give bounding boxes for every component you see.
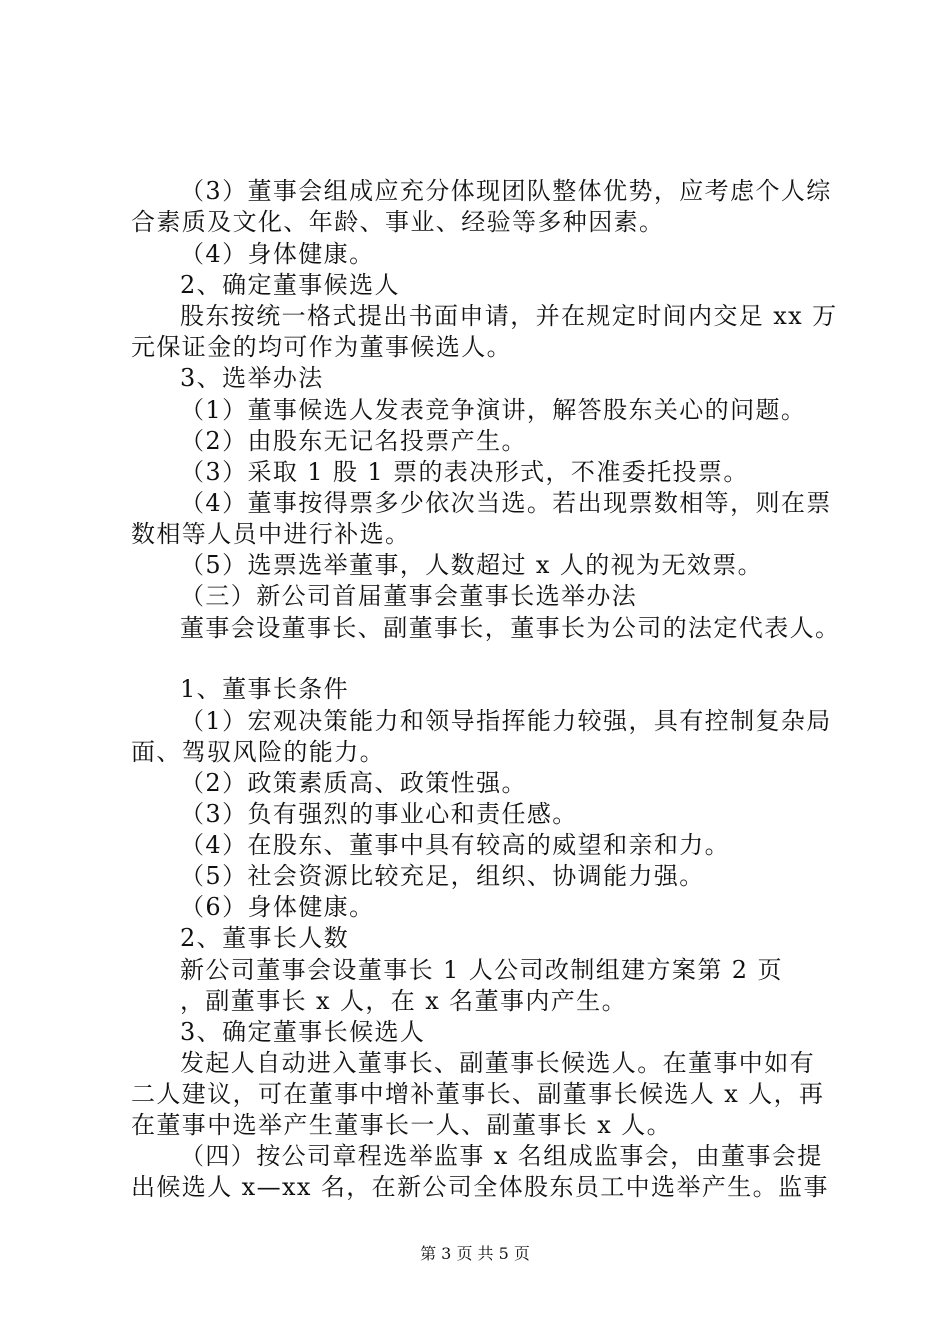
text-line: 出候选人 x—xx 名，在新公司全体股东员工中选举产生。监事 bbox=[131, 1173, 829, 1201]
text-line: 元保证金的均可作为董事候选人。 bbox=[131, 333, 512, 361]
text-line: （4）在股东、董事中具有较高的威望和亲和力。 bbox=[180, 831, 731, 859]
text-line: （四）按公司章程选举监事 x 名组成监事会，由董事会提 bbox=[180, 1142, 823, 1170]
text-line: （2）政策素质高、政策性强。 bbox=[180, 769, 527, 797]
text-line: 董事会设董事长、副董事长，董事长为公司的法定代表人。 bbox=[180, 614, 841, 642]
section-heading: 2、确定董事候选人 bbox=[180, 271, 400, 299]
section-heading: 1、董事长条件 bbox=[180, 675, 350, 703]
text-line: （3）采取 1 股 1 票的表决形式，不准委托投票。 bbox=[180, 458, 749, 486]
text-line: 发起人自动进入董事长、副董事长候选人。在董事中如有 bbox=[180, 1049, 815, 1077]
text-line: （4）董事按得票多少依次当选。若出现票数相等，则在票 bbox=[180, 489, 832, 517]
text-line: （6）身体健康。 bbox=[180, 893, 375, 921]
text-line: （3）负有强烈的事业心和责任感。 bbox=[180, 800, 578, 828]
text-line: （2）由股东无记名投票产生。 bbox=[180, 427, 527, 455]
text-line: ，副董事长 x 人，在 x 名董事内产生。 bbox=[180, 987, 627, 1015]
section-heading: 2、董事长人数 bbox=[180, 924, 350, 952]
text-line: 股东按统一格式提出书面申请，并在规定时间内交足 xx 万 bbox=[180, 302, 838, 330]
text-line: （5）选票选举董事，人数超过 x 人的视为无效票。 bbox=[180, 551, 764, 579]
text-line: （3）董事会组成应充分体现团队整体优势，应考虑个人综 bbox=[180, 177, 832, 205]
page-number-footer: 第 3 页 共 5 页 bbox=[420, 1244, 530, 1263]
text-line: 在董事中选举产生董事长一人、副董事长 x 人。 bbox=[131, 1111, 672, 1139]
section-heading: 3、选举办法 bbox=[180, 364, 324, 392]
text-line: 面、驾驭风险的能力。 bbox=[131, 738, 385, 766]
text-line: 合素质及文化、年龄、事业、经验等多种因素。 bbox=[131, 208, 665, 236]
text-line: 二人建议，可在董事中增补董事长、副董事长候选人 x 人，再 bbox=[131, 1080, 825, 1108]
text-line: 数相等人员中进行补选。 bbox=[131, 520, 411, 548]
section-heading: （三）新公司首届董事会董事长选举办法 bbox=[180, 582, 638, 610]
text-line: （1）董事候选人发表竞争演讲，解答股东关心的问题。 bbox=[180, 396, 807, 424]
text-line: （1）宏观决策能力和领导指挥能力较强，具有控制复杂局 bbox=[180, 707, 832, 735]
text-line: 新公司董事会设董事长 1 人公司改制组建方案第 2 页 bbox=[180, 956, 783, 984]
text-line: （4）身体健康。 bbox=[180, 240, 375, 268]
section-heading: 3、确定董事长候选人 bbox=[180, 1018, 426, 1046]
text-line: （5）社会资源比较充足，组织、协调能力强。 bbox=[180, 862, 705, 890]
